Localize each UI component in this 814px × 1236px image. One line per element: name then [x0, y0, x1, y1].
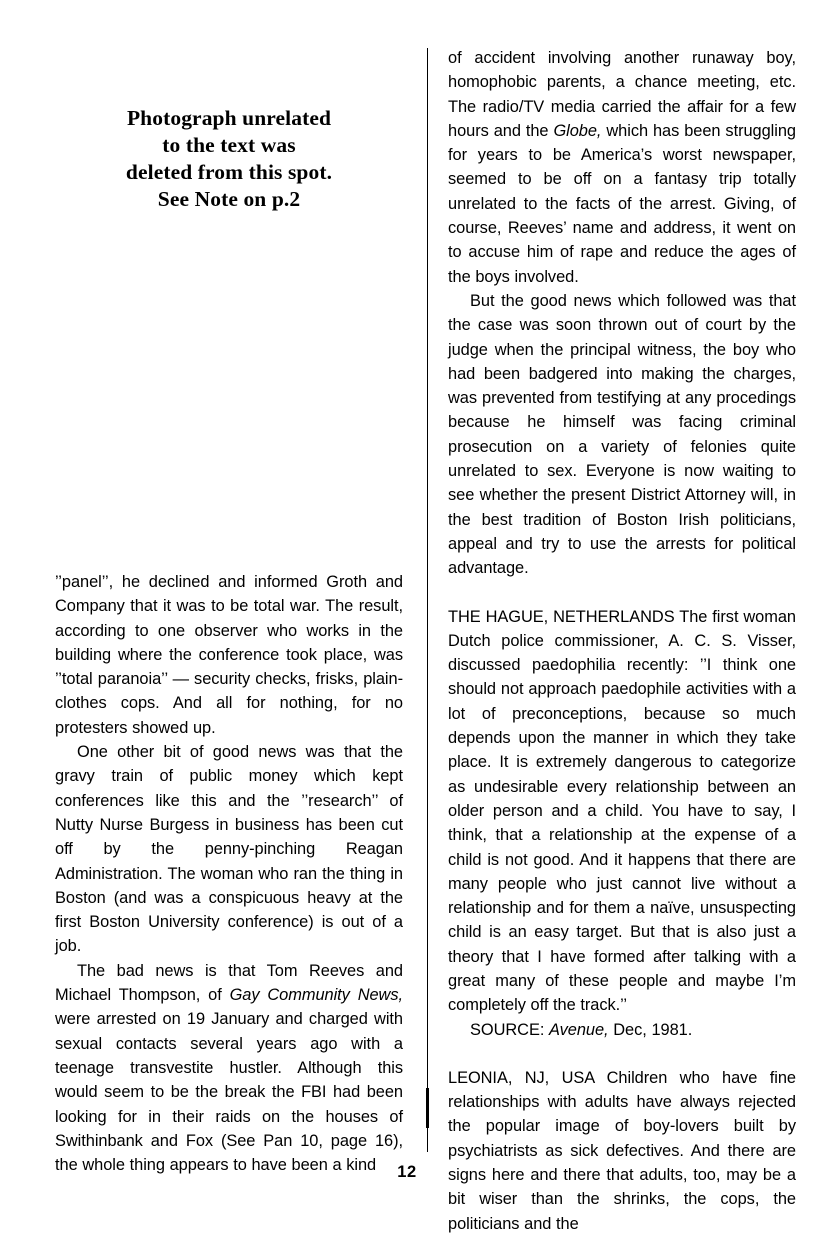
- paragraph-panel: ’’panel’’, he declined and informed Groth and Company that it was to be total war. The result, according to one observer who works in the building where the conference took place, was ’’total paranoia’’ — security checks, frisks, plain-clothes cops. And all for nothing, for no protesters showed up.: [55, 573, 403, 737]
- deleted-photo-notice-line-4: See Note on p.2: [157, 187, 301, 211]
- paragraph-bad-news-seg-3: were arrested on 19 January and charged with sexual contacts several years ago with a teenage transvestite hustler. Although this would seem to be the break the FBI had been looking for in their raids on the houses of Swithinbank and Fox (See Pan 10, page 16), the whole thing appears to have been a kind: [55, 1010, 403, 1175]
- paragraph-leonia: LEONIA, NJ, USA Children who have fine relationships with adults have always rejected the popular image of boy-lovers built by psychiatrists as sick defectives. And there are signs here and there that adults, too, may be a bit wiser than the shrinks, the cops, the politicians and the: [448, 1068, 796, 1233]
- left-column-text: [55, 570, 403, 1177]
- paragraph-bad-news-seg-1: The bad news is that Tom Reeves and Michael Thompson, of: [55, 961, 403, 1005]
- column-divider-rule: [427, 48, 428, 1152]
- deleted-photo-notice-line-1: Photograph unrelated: [126, 106, 332, 130]
- source-label: SOURCE:: [470, 1020, 550, 1039]
- page-number: 12: [397, 1163, 417, 1181]
- deleted-photo-notice: [55, 105, 403, 213]
- paragraph-the-hague: THE HAGUE, NETHERLANDS The first woman Dutch police commissioner, A. C. S. Visser, discussed paedophilia recently: ’’I think one should not approach paedophile activities with a lot of preconceptions, because so much depends upon the manner in which they take place. It is extremely dangerous to categorize as undesirable every relationship between an older person and a child. You have to say, I think, that a relationship at the expense of a child is not good. And it happens that there are many people who just cannot live without a relationship and for them a naïve, unsuspecting child is an easy target. But that is also just a theory that I have formed after talking with a great many of these people and maybe I’m completely off the track.’’: [448, 607, 796, 1015]
- deleted-photo-notice-line-3: deleted from this spot.: [125, 160, 333, 184]
- publication-name-gay-community-news: Gay Community News,: [229, 986, 403, 1005]
- section-gap-leonia: [448, 1042, 796, 1066]
- source-date: Dec, 1981.: [608, 1020, 693, 1039]
- paragraph-accident-seg-3: which has been struggling for years to be America’s worst newspaper, seemed to be off on a fantasy trip totally unrelated to the facts of the arrest. Giving, of course, Reeves’ name and address, it went on to accuse him of rape and reduce the ages of the boys involved.: [448, 121, 796, 286]
- deleted-photo-notice-line-2: to the text was: [162, 133, 296, 157]
- paragraph-accident-seg-1: of accident involving another runaway boy, homophobic parents, a chance meeting, etc. The radio/TV media carried the affair for a few hours and the: [448, 49, 796, 140]
- paragraph-bad-news: [55, 959, 403, 1178]
- section-gap-hague: [448, 581, 796, 605]
- paragraph-good-news: But the good news which followed was that the case was soon thrown out of court by the judge when the principal witness, the boy who had been badgered into making the charges, was prevented from testifying at any procedings because he himself was facing criminal prosecution on a variety of felonies quite unrelated to sex. Everyone is now waiting to see whether the present District Attorney will, in the best tradition of Boston Irish politicians, appeal and try to use the arrests for political advantage.: [448, 291, 796, 578]
- paragraph-gravy-train: One other bit of good news was that the gravy train of public money which kept conferences like this and the ’’research’’ of Nutty Nurse Burgess in business has been cut off by the penny-pinching Reagan Administration. The woman who ran the thing in Boston (and was a conspicuous heavy at the first Boston University conference) is out of a job.: [55, 743, 403, 956]
- paragraph-source-avenue: [448, 1018, 796, 1042]
- paragraph-accident: [448, 46, 796, 289]
- publication-name-globe: Globe,: [553, 121, 602, 140]
- right-column-text: [448, 46, 796, 1236]
- publication-name-avenue: Avenue,: [549, 1020, 609, 1039]
